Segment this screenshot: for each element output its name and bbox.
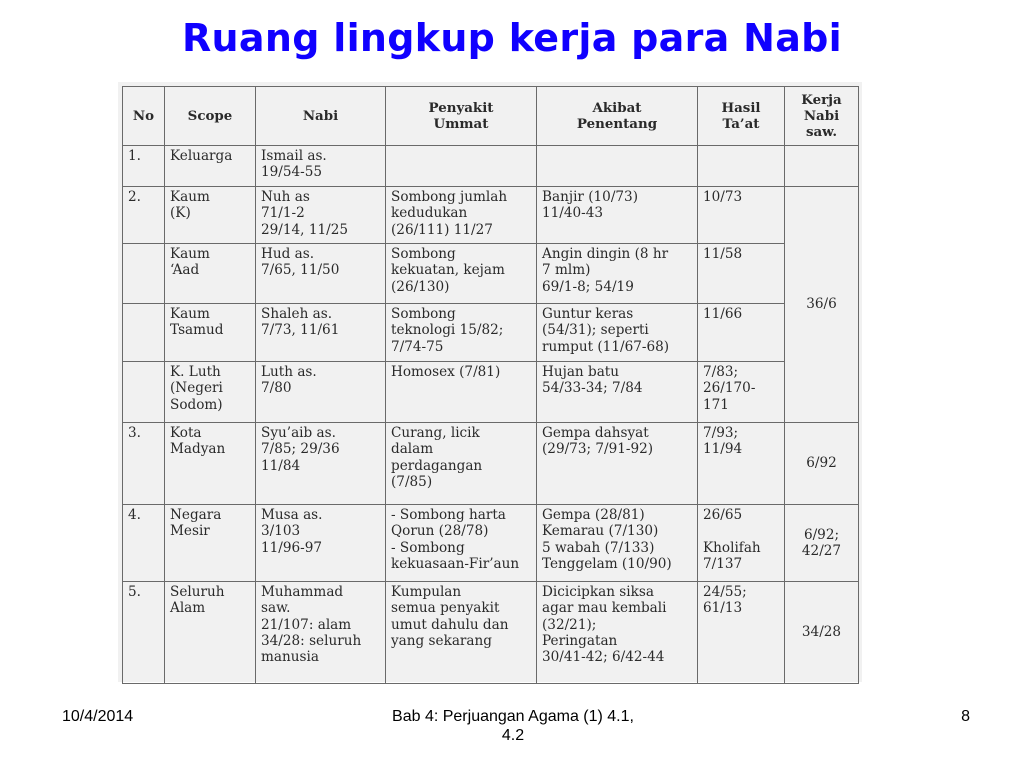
cell-line: Shaleh as.: [261, 306, 333, 322]
header-scope: [165, 87, 256, 146]
cell-akibat: [537, 505, 698, 582]
cell-penyakit: [386, 582, 537, 684]
cell-no: [123, 582, 165, 684]
cell-line: Hasil: [721, 99, 761, 116]
cell-scope: [165, 244, 256, 304]
cell-line: ‘Aad: [170, 262, 200, 279]
cell-line: Kaum: [170, 246, 210, 262]
cell-scope: [165, 582, 256, 684]
cell-nabi: [256, 423, 386, 505]
cell-line: Sombong jumlah: [391, 189, 508, 205]
cell-line: 2.: [128, 189, 141, 205]
cell-line: Dicicipkan siksa: [542, 584, 654, 600]
cell-line: Luth as.: [261, 364, 317, 380]
cell-hasil: [698, 187, 785, 244]
cell-line: manusia: [261, 649, 319, 666]
cell-hasil: [698, 304, 785, 362]
cell-no: [123, 304, 165, 362]
table-row: [123, 244, 859, 304]
cell-line: [128, 246, 159, 262]
cell-line: 10/73: [703, 189, 743, 205]
cell-penyakit: [386, 362, 537, 423]
cell-akibat: [537, 362, 698, 423]
cell-line: 24/55;: [703, 584, 747, 600]
header-kerja-nabi: [785, 87, 859, 146]
cell-line: [703, 148, 779, 164]
header-akibat-penentang: [537, 87, 698, 146]
cell-line: yang sekarang: [391, 632, 492, 649]
cell-line: saw.: [261, 600, 291, 617]
cell-akibat: [537, 146, 698, 187]
cell-line: umut dahulu dan: [391, 616, 509, 633]
cell-line: Madyan: [170, 441, 226, 458]
cell-line: Seluruh: [170, 584, 225, 600]
cell-line: (Negeri: [170, 380, 223, 397]
cell-line: 7/80: [261, 380, 292, 397]
table-row: [123, 423, 859, 505]
cell-penyakit: [386, 244, 537, 304]
cell-line: kekuasaan-Fir’aun: [391, 555, 520, 572]
cell-line: 4.2: [501, 727, 525, 745]
cell-line: kedudukan: [391, 205, 468, 222]
cell-line: semua penyakit: [391, 600, 500, 617]
cell-line: 36/6: [806, 296, 837, 313]
cell-kerja-nabi: [785, 423, 859, 505]
cell-nabi: [256, 505, 386, 582]
cell-line: 7/83;: [703, 364, 739, 380]
cell-line: 71/1-2: [261, 205, 305, 222]
cell-nabi: [256, 582, 386, 684]
cell-line: (26/111) 11/27: [391, 221, 493, 238]
table-row: [123, 362, 859, 423]
cell-line: 42/27: [801, 543, 842, 559]
cell-line: 11/94: [703, 441, 743, 458]
cell-line: Kholifah: [703, 539, 761, 556]
cell-line: kekuatan, kejam: [391, 262, 505, 279]
cell-line: 26/65: [703, 507, 743, 523]
cell-line: Sombong: [391, 246, 456, 262]
cell-line: (32/21);: [542, 616, 597, 633]
cell-line: 34/28: seluruh: [261, 632, 362, 649]
cell-line: 6/92;: [803, 526, 840, 543]
cell-penyakit: [386, 187, 537, 244]
cell-line: No: [132, 107, 155, 124]
cell-line: (26/130): [391, 278, 450, 295]
cell-line: 30/41-42; 6/42-44: [542, 649, 665, 666]
cell-line: Ismail as.: [261, 148, 327, 164]
cell-akibat: [537, 423, 698, 505]
cell-line: Homosex (7/81): [391, 364, 501, 380]
cell-line: [542, 148, 692, 164]
cell-line: Syu’aib as.: [261, 425, 336, 441]
cell-no: [123, 423, 165, 505]
cell-line: Hud as.: [261, 246, 315, 262]
cell-line: 19/54-55: [261, 164, 323, 181]
table-row: [123, 582, 859, 684]
cell-line: teknologi 15/82;: [391, 322, 504, 339]
cell-line: Nabi: [302, 107, 339, 124]
cell-penyakit: [386, 304, 537, 362]
footer-title: [345, 707, 681, 745]
table-header-row: [123, 87, 859, 146]
cell-nabi: [256, 146, 386, 187]
cell-line: Nabi: [803, 107, 840, 124]
cell-kerja-nabi: [785, 146, 859, 187]
header-penyakit-ummat: [386, 87, 537, 146]
cell-nabi: [256, 362, 386, 423]
cell-line: 7/85; 29/36: [261, 441, 340, 458]
cell-kerja-nabi: [785, 582, 859, 684]
cell-scope: [165, 187, 256, 244]
cell-line: Keluarga: [170, 148, 233, 164]
header-hasil-taat: [698, 87, 785, 146]
cell-line: saw.: [805, 124, 838, 141]
cell-no: [123, 362, 165, 423]
cell-line: Sodom): [170, 396, 223, 413]
cell-line: Angin dingin (8 hr: [542, 246, 669, 262]
cell-hasil: [698, 244, 785, 304]
cell-line: Gempa dahsyat: [542, 425, 649, 441]
footer-date: 10/4/2014: [62, 708, 134, 725]
cell-scope: [165, 505, 256, 582]
cell-line: 61/13: [703, 600, 743, 617]
cell-line: Kaum: [170, 306, 210, 322]
cell-line: 11/66: [703, 306, 743, 322]
cell-hasil: [698, 423, 785, 505]
cell-line: 34/28: [801, 624, 842, 641]
cell-line: Ta’at: [722, 116, 760, 132]
cell-line: Kaum: [170, 189, 210, 205]
cell-line: rumput (11/67-68): [542, 338, 670, 355]
cell-line: Akibat: [592, 99, 642, 116]
cell-line: Tenggelam (10/90): [542, 555, 672, 572]
table-row: [123, 146, 859, 187]
cell-scope: [165, 304, 256, 362]
cell-nabi: [256, 244, 386, 304]
cell-line: - Sombong: [391, 539, 465, 556]
cell-penyakit: [386, 505, 537, 582]
cell-hasil: [698, 362, 785, 423]
cell-line: 54/33-34; 7/84: [542, 380, 643, 397]
cell-line: 1.: [128, 148, 141, 164]
cell-line: Kerja: [801, 91, 842, 108]
cell-line: 7/65, 11/50: [261, 262, 340, 279]
cell-line: 4.: [128, 507, 141, 523]
cell-line: Curang, licik: [391, 425, 480, 441]
cell-line: perdagangan: [391, 457, 483, 474]
cell-line: 11/58: [703, 246, 743, 262]
cell-line: Nuh as: [261, 189, 310, 205]
cell-line: [128, 306, 159, 322]
cell-line: (29/73; 7/91-92): [542, 441, 654, 458]
cell-line: 6/92: [806, 455, 837, 472]
cell-line: Guntur keras: [542, 306, 634, 322]
cell-penyakit: [386, 146, 537, 187]
cell-penyakit: [386, 423, 537, 505]
cell-line: (K): [170, 205, 191, 222]
cell-line: [391, 148, 531, 164]
cell-line: 7/93;: [703, 425, 739, 441]
cell-line: 7/74-75: [391, 338, 444, 355]
cell-akibat: [537, 187, 698, 244]
cell-line: dalam: [391, 441, 434, 458]
cell-line: 3/103: [261, 523, 301, 540]
cell-akibat: [537, 244, 698, 304]
cell-no: [123, 244, 165, 304]
prophets-table: [122, 86, 859, 684]
cell-scope: [165, 362, 256, 423]
cell-line: Scope: [187, 107, 233, 124]
cell-line: 69/1-8; 54/19: [542, 278, 634, 295]
cell-line: Kumpulan: [391, 584, 462, 600]
footer-page-number: 8: [961, 708, 970, 725]
cell-nabi: [256, 187, 386, 244]
cell-line: 5.: [128, 584, 141, 600]
cell-line: 7 mlm): [542, 262, 591, 279]
cell-line: [790, 158, 853, 174]
cell-line: Sombong: [391, 306, 456, 322]
cell-line: 7/137: [703, 555, 743, 572]
cell-line: Kota: [170, 425, 202, 441]
cell-line: Bab 4: Perjuangan Agama (1) 4.1,: [392, 708, 634, 725]
cell-hasil: [698, 582, 785, 684]
cell-line: Tsamud: [170, 322, 224, 339]
cell-line: Muhammad: [261, 584, 344, 600]
cell-line: [703, 523, 779, 539]
cell-line: 11/84: [261, 457, 301, 474]
cell-akibat: [537, 304, 698, 362]
cell-line: (54/31); seperti: [542, 322, 649, 339]
cell-line: 29/14, 11/25: [261, 221, 348, 238]
cell-line: Penyakit: [428, 99, 494, 116]
cell-no: [123, 505, 165, 582]
slide-title: Ruang lingkup kerja para Nabi: [182, 16, 842, 60]
header-no: [123, 87, 165, 146]
cell-line: Gempa (28/81): [542, 507, 645, 523]
cell-line: agar mau kembali: [542, 600, 667, 617]
cell-line: 11/96-97: [261, 539, 323, 556]
cell-line: (7/85): [391, 473, 433, 490]
cell-line: [128, 364, 159, 380]
table-row: [123, 304, 859, 362]
cell-hasil: [698, 146, 785, 187]
cell-line: Musa as.: [261, 507, 323, 523]
cell-akibat: [537, 582, 698, 684]
cell-line: 11/40-43: [542, 205, 604, 222]
cell-line: Peringatan: [542, 632, 618, 649]
cell-scope: [165, 423, 256, 505]
cell-line: 5 wabah (7/133): [542, 539, 655, 556]
cell-nabi: [256, 304, 386, 362]
cell-scope: [165, 146, 256, 187]
cell-line: 3.: [128, 425, 141, 441]
cell-no: [123, 187, 165, 244]
cell-hasil: [698, 505, 785, 582]
cell-no: [123, 146, 165, 187]
cell-line: Alam: [170, 600, 206, 617]
cell-line: Hujan batu: [542, 364, 620, 380]
cell-line: Negara: [170, 507, 222, 523]
table-row: [123, 505, 859, 582]
cell-kerja-nabi: [785, 187, 859, 423]
cell-line: Kemarau (7/130): [542, 523, 659, 540]
cell-line: Mesir: [170, 523, 210, 540]
cell-kerja-nabi: [785, 505, 859, 582]
cell-line: Ummat: [433, 116, 489, 132]
cell-line: - Sombong harta: [391, 507, 506, 523]
cell-line: 21/107: alam: [261, 616, 352, 633]
cell-line: Penentang: [576, 116, 658, 132]
cell-line: K. Luth: [170, 364, 221, 380]
header-nabi: [256, 87, 386, 146]
cell-line: 26/170-: [703, 380, 756, 397]
cell-line: 171: [703, 396, 729, 413]
cell-line: Qorun (28/78): [391, 523, 489, 540]
table-row: [123, 187, 859, 244]
cell-line: 7/73, 11/61: [261, 322, 340, 339]
cell-line: Banjir (10/73): [542, 189, 639, 205]
